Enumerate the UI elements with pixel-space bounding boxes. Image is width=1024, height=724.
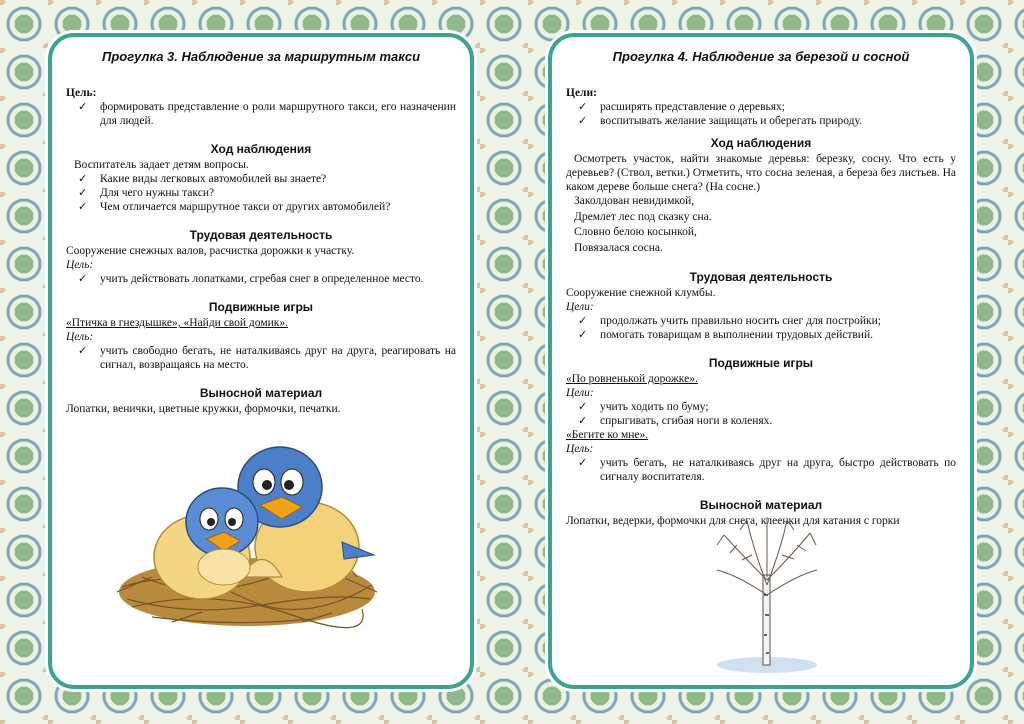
front-bird-body <box>198 549 250 585</box>
right-labor-heading: Трудовая деятельность <box>689 270 833 284</box>
list-item: ✓ формировать представление о роли маршрутного такси, его назначении для людей. <box>76 100 456 128</box>
list-item: ✓ учить ходить по буму; <box>576 400 956 414</box>
list-item: ✓ учить свободно бегать, не наталкиваясь друг на друга, реагировать на сигнал, возвращаясь на место. <box>76 344 456 372</box>
list-item: ✓ Для чего нужны такси? <box>76 186 456 200</box>
right-page-panel <box>548 33 974 689</box>
list-item: ✓ Какие виды легковых автомобилей вы знаете? <box>76 172 456 186</box>
poem-line: Заколдован невидимкой, <box>574 195 695 207</box>
left-goal-label: Цель: <box>66 87 97 99</box>
left-goal-list <box>66 100 456 128</box>
left-observation-heading: Ход наблюдения <box>210 142 312 156</box>
right-observation-text: Осмотреть участок, найти знакомые деревья: березку, сосну. Что есть у деревьев? (Ствол, ветки.) Отметить, что сосна зеленая, а береза без листьев. На каком дереве больше снега? (На сосне.) <box>566 153 956 193</box>
right-material-heading: Выносной материал <box>699 498 823 512</box>
left-labor-goal-label: Цель: <box>66 259 94 271</box>
left-games-goals <box>66 344 456 372</box>
left-labor-heading: Трудовая деятельность <box>189 228 333 242</box>
left-material-heading: Выносной материал <box>199 386 323 400</box>
birds-in-nest-illustration <box>112 427 382 637</box>
left-questions-list <box>66 172 456 214</box>
right-game1-name: «По ровненькой дорожке». <box>566 373 698 385</box>
right-game2-goals <box>566 456 956 484</box>
right-game2-name: «Бегите ко мне». <box>566 429 649 441</box>
left-page-panel <box>48 33 474 689</box>
right-game2-goal-label: Цель: <box>566 443 594 455</box>
left-observation-intro: Воспитатель задает детям вопросы. <box>74 159 249 171</box>
list-item: ✓ расширять представление о деревьях; <box>576 100 956 114</box>
poem-line: Повязалася сосна. <box>574 241 663 254</box>
right-game1-goal-label: Цели: <box>566 387 594 399</box>
poem-line: Словно белою косынкой, <box>574 226 697 238</box>
right-games-heading: Подвижные игры <box>708 356 814 370</box>
right-labor-goal-label: Цели: <box>566 301 594 313</box>
left-labor-goals <box>66 272 456 286</box>
list-item: ✓ продолжать учить правильно носить снег для постройки; <box>576 314 956 328</box>
right-game1-goals <box>566 400 956 428</box>
poem-line: Дремлет лес под сказку сна. <box>574 210 712 223</box>
left-games-names: «Птичка в гнездышке», «Найди свой домик». <box>66 317 288 329</box>
left-games-goal-label: Цель: <box>66 331 94 343</box>
right-goal-list <box>566 100 956 128</box>
left-page-title: Прогулка 3. Наблюдение за маршрутным такси <box>101 49 421 64</box>
right-labor-text: Сооружение снежной клумбы. <box>566 287 716 299</box>
list-item: ✓ Чем отличается маршрутное такси от других автомобилей? <box>76 200 456 214</box>
birch-tree-illustration <box>712 515 822 675</box>
right-labor-goals <box>566 314 956 342</box>
right-observation-heading: Ход наблюдения <box>710 136 812 150</box>
left-material-text: Лопатки, венички, цветные кружки, формочки, печатки. <box>66 403 341 415</box>
birch-trunk <box>763 575 770 665</box>
list-item: ✓ учить бегать, не наталкиваясь друг на друга, быстро действовать по сигналу воспитателя. <box>576 456 956 484</box>
left-labor-text: Сооружение снежных валов, расчистка дорожки к участку. <box>66 245 355 257</box>
list-item: ✓ помогать товарищам в выполнении трудовых действий. <box>576 328 956 342</box>
list-item: ✓ воспитывать желание защищать и оберегать природу. <box>576 114 956 128</box>
right-page-title: Прогулка 4. Наблюдение за березой и сосной <box>612 49 910 64</box>
right-material-text: Лопатки, ведерки, формочки для снега, клеенки для катания с горки <box>566 515 900 527</box>
list-item: ✓ учить действовать лопатками, сгребая снег в определенное место. <box>76 272 456 286</box>
right-goal-label: Цели: <box>566 87 597 99</box>
left-games-heading: Подвижные игры <box>208 300 314 314</box>
list-item: ✓ спрыгивать, сгибая ноги в коленях. <box>576 414 956 428</box>
